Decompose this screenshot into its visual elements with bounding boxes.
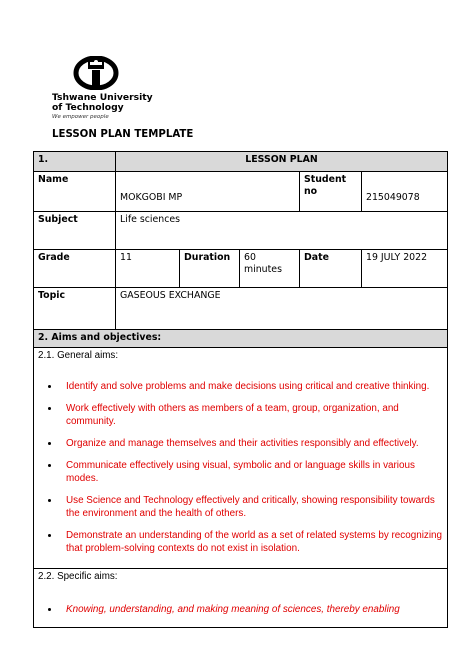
tagline: We empower people: [52, 114, 109, 120]
duration-value: 60 minutes: [240, 250, 300, 288]
specific-aims-row: [34, 569, 448, 628]
name-value: MOKGOBI MP: [116, 172, 300, 212]
general-aim-item: • Demonstrate an understanding of the world as a set of related systems by recognizing that problem-solving contexts do not exist in isolation.: [60, 529, 443, 555]
subject-label: Subject: [34, 212, 116, 250]
specific-aims-title: 2.2. Specific aims:: [38, 571, 118, 582]
general-aims-title: 2.1. General aims:: [38, 350, 119, 361]
date-label: Date: [300, 250, 362, 288]
lesson-plan-table: [33, 151, 448, 628]
name-row: [34, 172, 448, 212]
general-aims-row: [34, 348, 448, 569]
subject-row: [34, 212, 448, 250]
section1-header-row: [34, 152, 448, 172]
specific-aims-list: [38, 603, 443, 616]
grade-label: Grade: [34, 250, 116, 288]
grade-value: 11: [116, 250, 180, 288]
topic-row: [34, 288, 448, 330]
document-title: LESSON PLAN TEMPLATE: [52, 129, 194, 140]
general-aim-item: • Organize and manage themselves and their activities responsibly and effectively.: [60, 437, 443, 450]
student-no-label: Student no: [300, 172, 362, 212]
section1-title: LESSON PLAN: [116, 152, 448, 172]
grade-row: [34, 250, 448, 288]
student-no-value: 215049078: [362, 172, 448, 212]
university-name-line1: Tshwane University: [52, 92, 153, 103]
general-aim-item: • Communicate effectively using visual, symbolic and or language skills in various modes.: [60, 459, 443, 485]
duration-label: Duration: [180, 250, 240, 288]
general-aim-item: • Work effectively with others as members of a team, group, organization, and community.: [60, 402, 443, 428]
specific-aim-item: • Knowing, understanding, and making meaning of sciences, thereby enabling: [60, 603, 443, 616]
university-emblem-icon: [68, 56, 124, 90]
date-value: 19 JULY 2022: [362, 250, 448, 288]
section2-header-row: [34, 330, 448, 348]
subject-value: Life sciences: [116, 212, 448, 250]
general-aim-item: • Identify and solve problems and make decisions using critical and creative thinking.: [60, 380, 443, 393]
general-aims-list: [38, 380, 443, 555]
section1-number: 1.: [34, 152, 116, 172]
topic-value: GASEOUS EXCHANGE: [116, 288, 448, 330]
topic-label: Topic: [34, 288, 116, 330]
section2-title: 2. Aims and objectives:: [34, 330, 448, 348]
university-name-line2: of Technology: [52, 102, 124, 113]
name-label: Name: [34, 172, 116, 212]
general-aim-item: • Use Science and Technology effectively and critically, showing responsibility towards the environment and the health of others.: [60, 494, 443, 520]
